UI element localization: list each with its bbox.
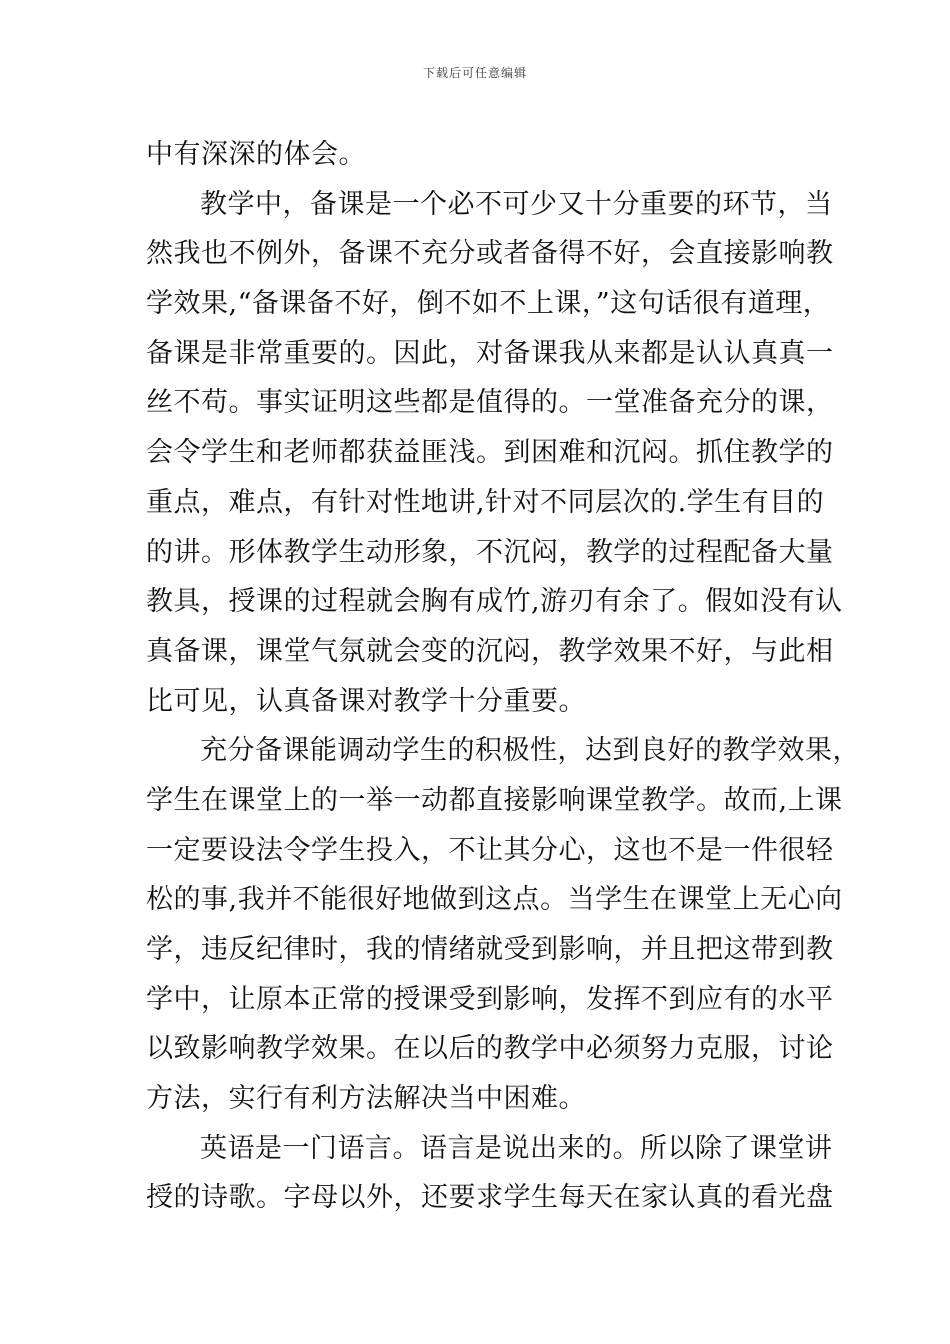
document-body xyxy=(146,130,860,1223)
text-line: 授的诗歌。字母以外，还要求学生每天在家认真的看光盘 xyxy=(146,1182,834,1214)
text-line: 学生在课堂上的一举一动都直接影响课堂教学。故而,上课 xyxy=(146,784,843,816)
text-line: 中有深深的体会。 xyxy=(146,139,366,170)
text-line: 备课是非常重要的。因此，对备课我从来都是认认真真一 xyxy=(146,337,834,369)
text-line: 学，违反纪律时，我的情绪就受到影响，并且把这带到教 xyxy=(146,934,834,965)
paragraph-start-line: 英语是一门语言。语言是说出来的。所以除了课堂讲 xyxy=(200,1132,833,1164)
paragraph-start-line: 充分备课能调动学生的积极性，达到良好的教学效果， xyxy=(200,735,860,767)
text-line: 方法，实行有利方法解决当中困难。 xyxy=(146,1083,586,1115)
text-line: 重点，难点，有针对性地讲,针对不同层次的.学生有目的 xyxy=(146,486,825,518)
paragraph-start-line: 教学中，备课是一个必不可少又十分重要的环节，当 xyxy=(200,188,833,220)
page-header: 下载后可任意编辑 xyxy=(422,66,527,80)
text-line: 教具，授课的过程就会胸有成竹,游刃有余了。假如没有认 xyxy=(146,586,843,618)
text-line: 学效果,“备课备不好，倒不如不上课，”这句话很有道理， xyxy=(146,288,831,320)
text-line: 比可见，认真备课对教学十分重要。 xyxy=(146,685,586,717)
text-line: 真备课，课堂气氛就会变的沉闷，教学效果不好，与此相 xyxy=(146,635,834,667)
text-line: 会令学生和老师都获益匪浅。到困难和沉闷。抓住教学的 xyxy=(146,437,834,469)
text-line: 以致影响教学效果。在以后的教学中必须努力克服，讨论 xyxy=(146,1033,834,1065)
text-line: 一定要设法令学生投入，不让其分心，这也不是一件很轻 xyxy=(146,834,834,866)
text-line: 然我也不例外，备课不充分或者备得不好，会直接影响教 xyxy=(146,238,834,270)
text-line: 松的事,我并不能很好地做到这点。当学生在课堂上无心向 xyxy=(146,884,843,916)
text-line: 丝不苟。事实证明这些都是值得的。一堂准备充分的课， xyxy=(146,387,834,419)
text-line: 学中，让原本正常的授课受到影响，发挥不到应有的水平 xyxy=(146,983,834,1015)
text-line: 的讲。形体教学生动形象，不沉闷，教学的过程配备大量 xyxy=(146,536,834,568)
